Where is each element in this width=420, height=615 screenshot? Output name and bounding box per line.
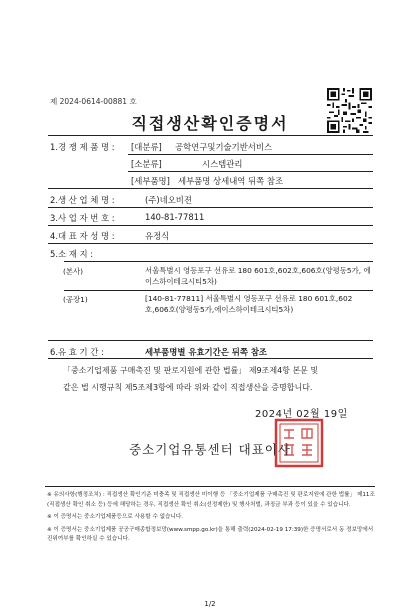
bizno-value: 140-81-77811 bbox=[145, 212, 205, 222]
divider-2 bbox=[48, 188, 373, 189]
divider-5 bbox=[48, 243, 373, 244]
validity-value: 세부품명별 유효기간은 뒤쪽 참조 bbox=[145, 347, 268, 357]
statement bbox=[63, 362, 373, 396]
statement-line-1: 「중소기업제품 구매촉진 및 판로지원에 관한 법률」 제9조제4항 본문 및 bbox=[63, 366, 319, 375]
note-item: ※ 이 증명서는 중소기업제품등으로 사용할 수 없습니다. bbox=[47, 514, 184, 520]
issue-date: 2024년 02월 19일 bbox=[255, 409, 348, 420]
company-label: 2.생 산 업 체 명 : bbox=[50, 195, 115, 205]
company-value: (주)네오비젼 bbox=[145, 195, 192, 205]
detail-tag: [세부품명] bbox=[131, 176, 170, 186]
bizno-label: 3.사 업 자 번 호 : bbox=[50, 213, 115, 223]
divider-6 bbox=[64, 261, 373, 262]
notes-section bbox=[47, 491, 377, 548]
ceo-value: 유정식 bbox=[145, 231, 170, 241]
note-item: ※ 유의사항(행정조치) : 직접생산 확인기준 미충족 및 직접생산 미이행 등 「중소기업제품 구매촉진 및 판로지원에 관한 법률」 제11조(직접생산 확인 취소 등) 등에 해당하는 경우, 직접생산 확인 취소(선정제한) 및 행사처벌, 과징금 부과 등이 있을 수 있습니다. bbox=[47, 492, 375, 508]
divider-8 bbox=[48, 340, 373, 341]
divider-7 bbox=[64, 290, 373, 291]
hq-label: (본사) bbox=[63, 267, 84, 276]
major-class-tag: [대분류] bbox=[131, 142, 162, 152]
divider-4 bbox=[48, 225, 373, 226]
validity-label: 6.유 효 기 간 : bbox=[50, 347, 104, 357]
page-number: 1/2 bbox=[204, 600, 216, 608]
statement-line-2: 같은 법 시행규칙 제5조제3항에 따라 위와 같이 직접생산을 증명합니다. bbox=[63, 383, 313, 392]
minor-class-tag: [소분류] bbox=[131, 159, 162, 169]
divider-notes bbox=[45, 486, 375, 487]
major-class-value: 공학연구및기술기반서비스 bbox=[175, 142, 273, 152]
divider-9 bbox=[48, 358, 373, 359]
divider-3 bbox=[48, 207, 373, 208]
detail-value: 세부품명 상세내역 뒤쪽 참조 bbox=[178, 176, 284, 186]
note-item: ※ 이 증명서는 중소기업제품 공공구매종합정보망(www.smpp.go.kr)을 통해 출력(2024-02-19 17:39)한 증명서로서 동 정보망에서 진위여부를 확인하실 수 있습니다. bbox=[47, 526, 374, 542]
product-label: 1.경 쟁 제 품 명 : bbox=[50, 142, 115, 152]
ceo-label: 4.대 표 자 성 명 : bbox=[50, 231, 115, 241]
factory-address: [140-81-77811] 서울특별시 영등포구 선유로 180 601호,602호,606호(양평동5가,에이스하이테크시티5차) bbox=[145, 294, 353, 314]
document-number: 제 2024-0614-00881 호 bbox=[50, 97, 137, 106]
location-label: 5.소 재 지 : bbox=[50, 249, 94, 259]
issuer-name: 중소기업유통센터 대표이사 bbox=[129, 442, 291, 457]
factory-label: (공장1) bbox=[63, 295, 88, 304]
divider-class-2 bbox=[128, 171, 373, 172]
hq-address: 서울특별시 영등포구 선유로 180 601호,602호,606호(양평동5가, 에이스하이테크시티5차) bbox=[145, 266, 371, 286]
divider-class-1 bbox=[128, 154, 373, 155]
minor-class-value: 시스템관리 bbox=[202, 159, 243, 169]
divider-top bbox=[48, 135, 373, 136]
document-title: 직접생산확인증명서 bbox=[131, 114, 289, 133]
